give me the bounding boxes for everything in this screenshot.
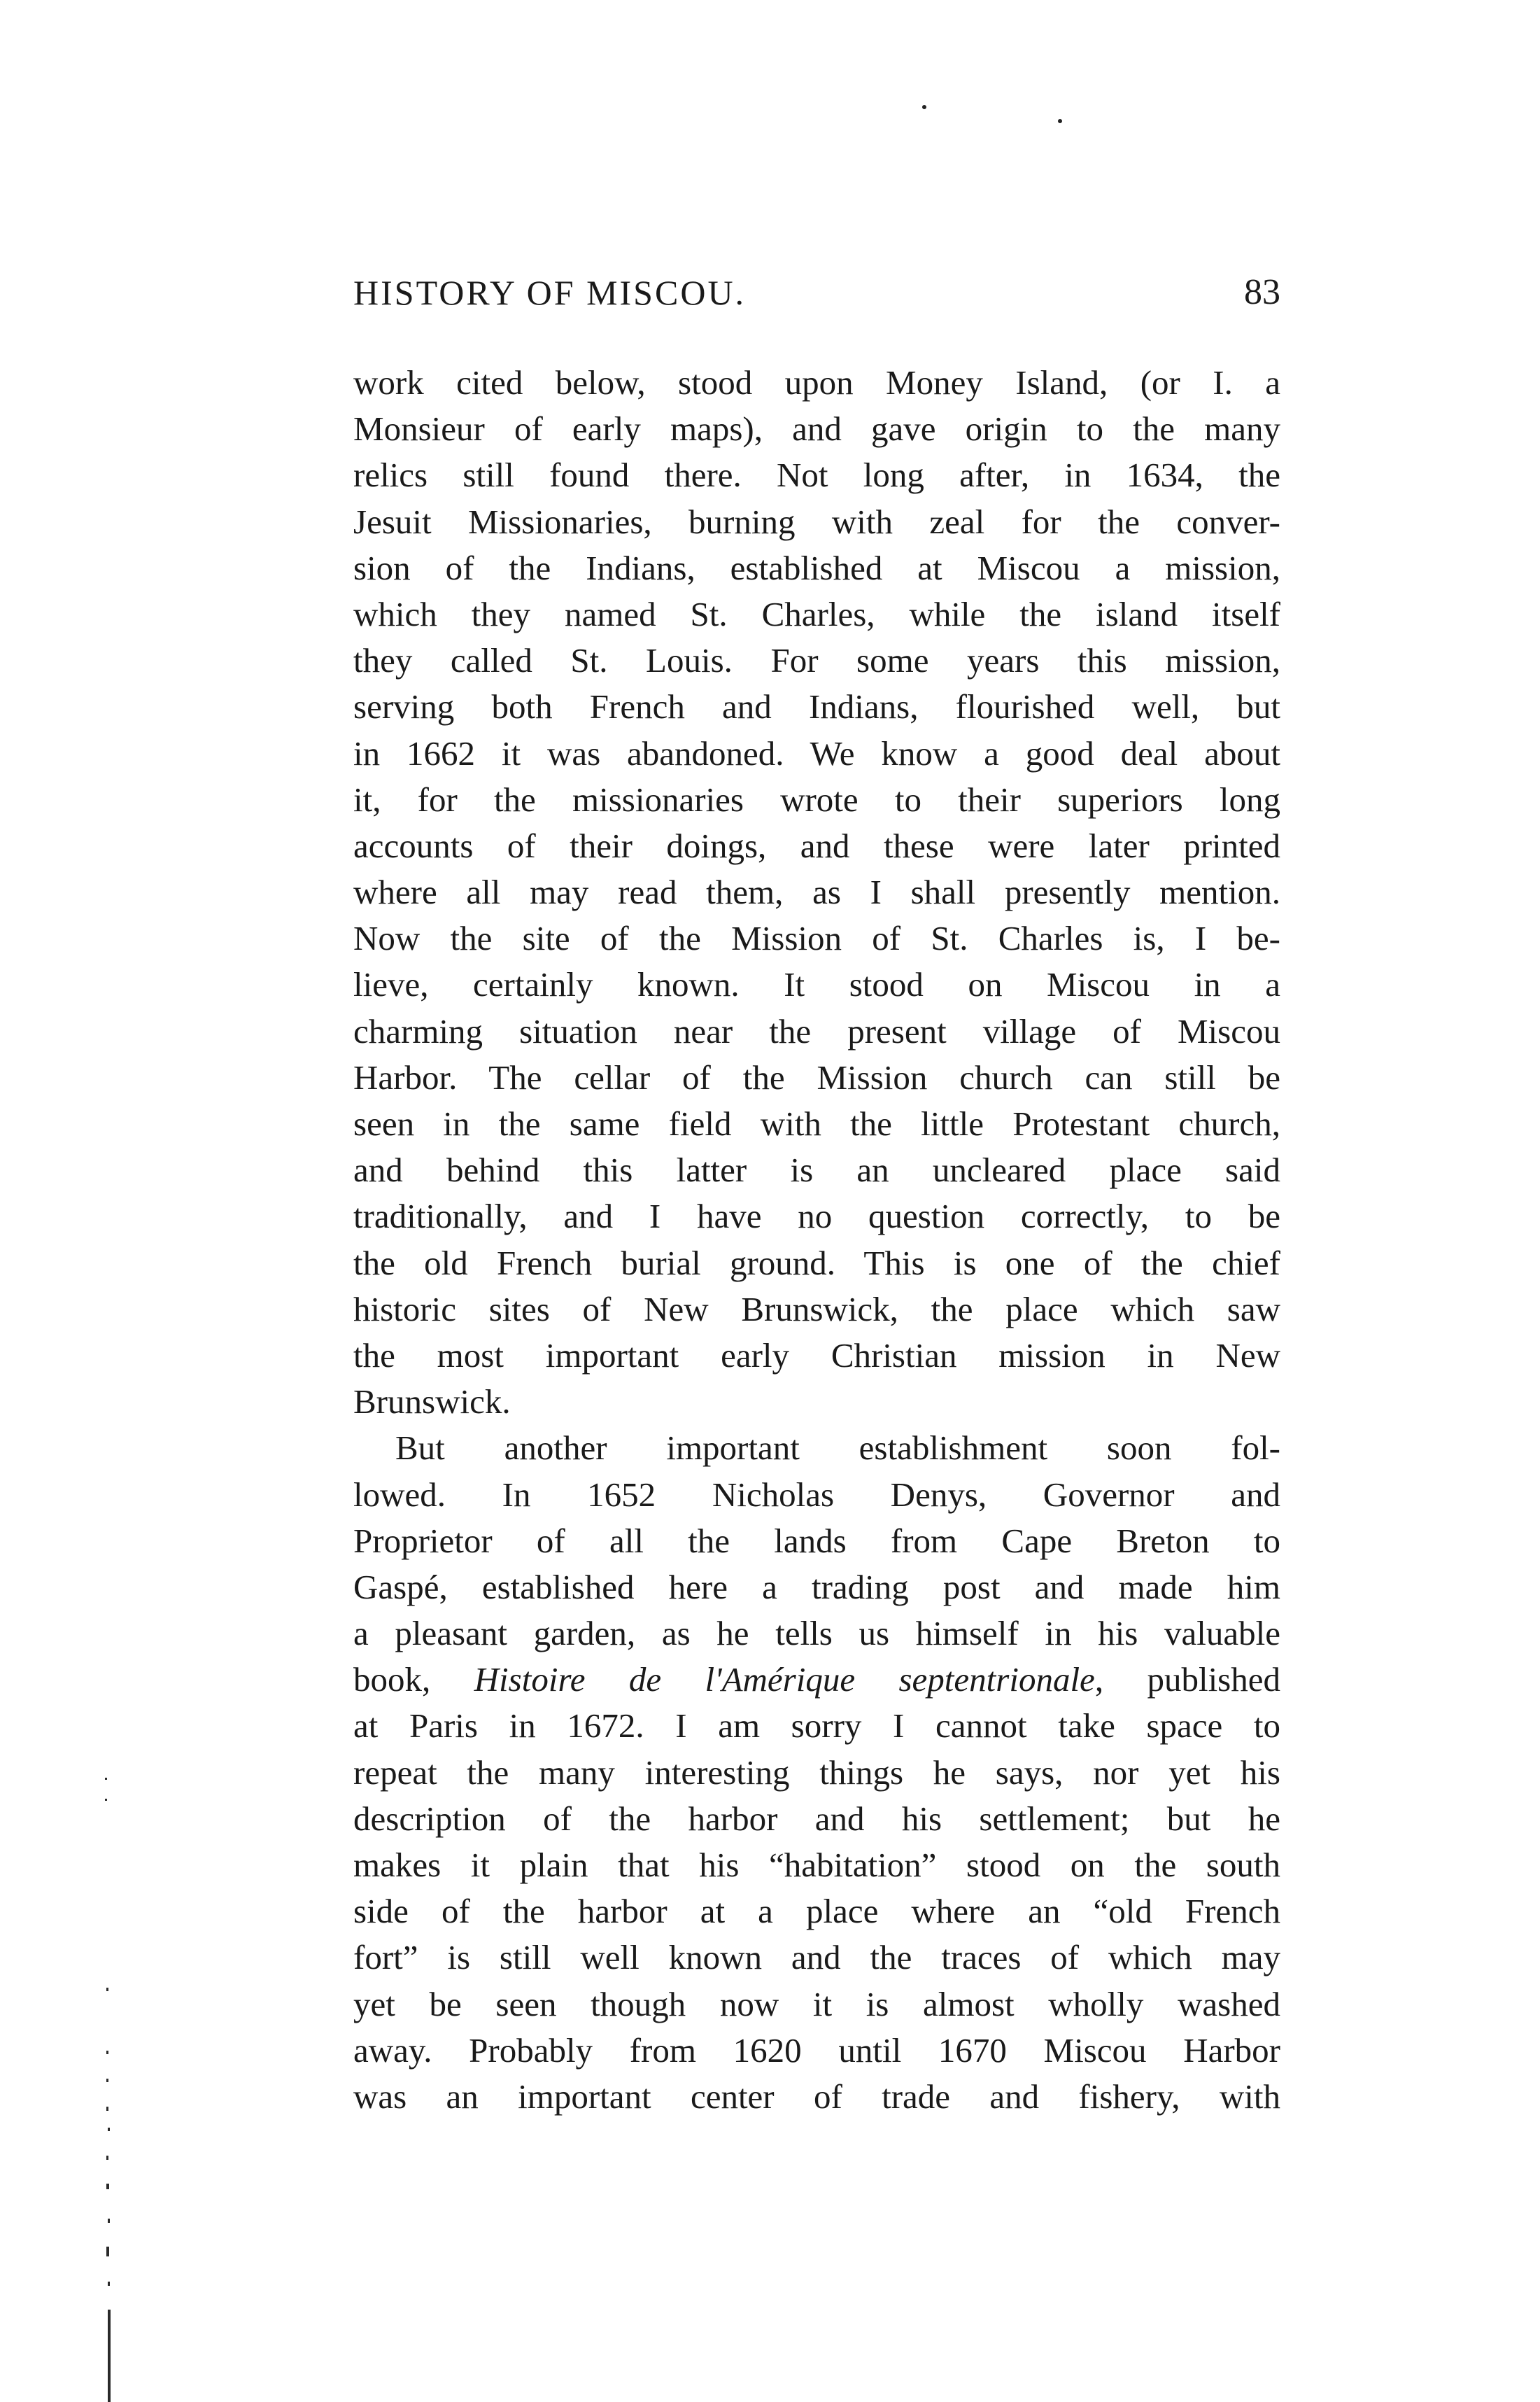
text-line: and behind this latter is an uncleared place said [353,1151,1280,1190]
text-line: side of the harbor at a place where an “old French [353,1892,1280,1931]
paragraph [353,1425,1280,2120]
text-line: the old French burial ground. This is one of the chief [353,1243,1280,1282]
text-line: where all may read them, as I shall presently mention. [353,873,1280,912]
text-line: they called St. Louis. For some years this mission, [353,641,1280,680]
gutter-dot [108,2128,110,2131]
text-line: in 1662 it was abandoned. We know a good deal about [353,733,1280,773]
gutter-dot [105,1799,107,1801]
text-line: Jesuit Missionaries, burning with zeal for the conver- [353,502,1280,541]
gutter-dot [106,2247,109,2256]
gutter-rule [108,2310,111,2402]
gutter-dot [106,2079,108,2082]
body-text [353,360,1280,2120]
gutter-dot [108,2219,110,2223]
gutter-dot [106,1988,108,1991]
text-line: lieve, certainly known. It stood on Miscou in a [353,965,1280,1004]
text-line: Monsieur of early maps), and gave origin to the many [353,409,1280,449]
book-title: Histoire de l'Amérique septentrionale [474,1660,1095,1699]
text-line: away. Probably from 1620 until 1670 Miscou Harbor [353,2030,1280,2070]
running-title: HISTORY OF MISCOU. [353,273,747,312]
text-line: it, for the missionaries wrote to their superiors long [353,780,1280,819]
gutter-dot [106,2107,108,2111]
gutter-dot [106,2184,109,2189]
gutter-dot [106,2051,108,2054]
text-line: lowed. In 1652 Nicholas Denys, Governor and [353,1475,1280,1514]
gutter-dot [105,1778,107,1780]
text-line: was an important center of trade and fishery, with [353,2077,1280,2116]
text-line: a pleasant garden, as he tells us himself in his valuable [353,1614,1280,1653]
page-number: 83 [1244,272,1280,312]
text-line: serving both French and Indians, flourished well, but [353,687,1280,726]
text-line: Harbor. The cellar of the Mission church can still be [353,1058,1280,1097]
text-line: Gaspé, established here a trading post and made him [353,1567,1280,1606]
gutter-dot [106,2156,108,2160]
text-line: traditionally, and I have no question correctly, to be [353,1197,1280,1236]
ink-speck [922,105,926,109]
text-line: the most important early Christian mission in New [353,1335,1280,1375]
text-line: which they named St. Charles, while the island itself [353,594,1280,633]
text-line: at Paris in 1672. I am sorry I cannot take space to [353,1706,1280,1746]
text-line: yet be seen though now it is almost wholly washed [353,1984,1280,2023]
text-line: But another important establishment soon fol- [395,1428,1280,1468]
text-line: description of the harbor and his settlement; but he [353,1799,1280,1838]
text-line: charming situation near the present village of Miscou [353,1011,1280,1051]
text-line: Brunswick. [353,1382,511,1421]
text-line: makes it plain that his “habitation” stood on the south [353,1846,1280,1884]
ink-speck [1058,119,1062,123]
text-line: Now the site of the Mission of St. Charles is, I be- [353,919,1280,958]
text-line: sion of the Indians, established at Miscou a mission, [353,548,1280,587]
paragraph [353,360,1280,1425]
text-line: work cited below, stood upon Money Island, (or I. a [353,363,1280,402]
text-line: book, Histoire de l'Amérique septentrionale, published [353,1660,1281,1699]
text-line: seen in the same field with the little Protestant church, [353,1104,1280,1143]
text-line: historic sites of New Brunswick, the place which saw [353,1289,1280,1328]
text-line: fort” is still well known and the traces of which may [353,1938,1280,1977]
page-header [353,265,1280,321]
text-line: accounts of their doings, and these were later printed [353,826,1280,865]
text-line: Proprietor of all the lands from Cape Breton to [353,1521,1280,1560]
gutter-dot [108,2282,110,2286]
gutter-marks [98,1680,126,2402]
text-line: relics still found there. Not long after, in 1634, the [353,456,1280,495]
text-line: repeat the many interesting things he says, nor yet his [353,1753,1280,1792]
